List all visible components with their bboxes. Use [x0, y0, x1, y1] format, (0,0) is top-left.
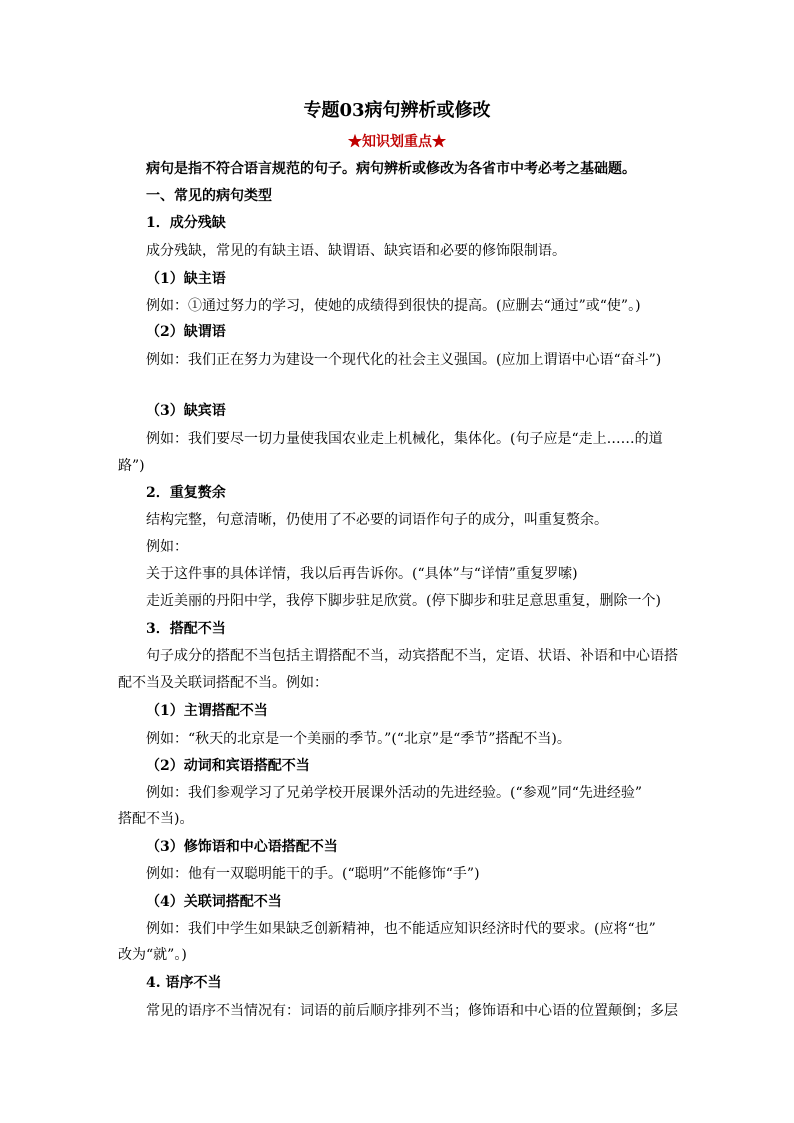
- subsection-heading: 3．搭配不当: [146, 621, 226, 637]
- example-text: 例如：我们要尽一切力量使我国农业走上机械化，集体化。(句子应是“走上……的道: [146, 431, 663, 447]
- section-heading: 一、常见的病句类型: [146, 188, 272, 204]
- example-text: 例如：我们参观学习了兄弟学校开展课外活动的先进经验。(“参观”同“先进经验”: [146, 785, 643, 801]
- paragraph: 结构完整，句意清晰，仍使用了不必要的词语作句子的成分，叫重复赘余。: [146, 512, 608, 528]
- subsection-heading: 1．成分残缺: [146, 215, 226, 231]
- example-text: 例如：我们正在努力为建设一个现代化的社会主义强国。(应加上谓语中心语“奋斗”): [146, 352, 662, 368]
- example-text-continued: 搭配不当)。: [118, 811, 194, 827]
- item-heading: （3）缺宾语: [146, 403, 226, 419]
- example-text: 例如：我们中学生如果缺乏创新精神，也不能适应知识经济时代的要求。(应将“也”: [146, 921, 656, 937]
- example-text: 走近美丽的丹阳中学，我停下脚步驻足欣赏。(停下脚步和驻足意思重复，删除一个): [146, 593, 661, 609]
- example-label: 例如：: [146, 539, 188, 555]
- example-text: 例如：他有一双聪明能干的手。(“聪明”不能修饰“手”): [146, 866, 480, 882]
- item-heading: （3）修饰语和中心语搭配不当: [146, 839, 338, 855]
- paragraph: 常见的语序不当情况有：词语的前后顺序排列不当；修饰语和中心语的位置颠倒；多层: [146, 1003, 678, 1019]
- star-left-icon: ★: [348, 134, 362, 150]
- section-banner: [0, 133, 794, 151]
- example-text: 例如：①通过努力的学习，使她的成绩得到很快的提高。(应删去“通过”或“使”。): [146, 298, 641, 314]
- example-text-continued: 改为“就”。): [118, 947, 187, 963]
- example-text: 关于这件事的具体详情，我以后再告诉你。(“具体”与“详情”重复罗嗦): [146, 566, 578, 582]
- banner-text: 知识划重点: [362, 134, 432, 150]
- subsection-heading: 2．重复赘余: [146, 485, 226, 501]
- intro-paragraph: 病句是指不符合语言规范的句子。病句辨析或修改为各省市中考必考之基础题。: [146, 161, 636, 177]
- example-text-continued: 路”): [118, 458, 145, 474]
- paragraph: 成分残缺，常见的有缺主语、缺谓语、缺宾语和必要的修饰限制语。: [146, 243, 566, 259]
- subsection-heading: 4. 语序不当: [146, 975, 222, 991]
- page-title: 专题03病句辨析或修改: [303, 100, 491, 121]
- item-heading: （4）关联词搭配不当: [146, 894, 282, 910]
- star-right-icon: ★: [432, 134, 446, 150]
- paragraph: 句子成分的搭配不当包括主谓搭配不当，动宾搭配不当，定语、状语、补语和中心语搭: [146, 648, 678, 664]
- item-heading: （1）主谓搭配不当: [146, 703, 268, 719]
- example-text: 例如：“秋天的北京是一个美丽的季节。”(“北京”是“季节”搭配不当)。: [146, 731, 571, 747]
- item-heading: （2）缺谓语: [146, 324, 226, 340]
- item-heading: （2）动词和宾语搭配不当: [146, 758, 310, 774]
- item-heading: （1）缺主语: [146, 271, 226, 287]
- paragraph-continued: 配不当及关联词搭配不当。例如：: [118, 675, 328, 691]
